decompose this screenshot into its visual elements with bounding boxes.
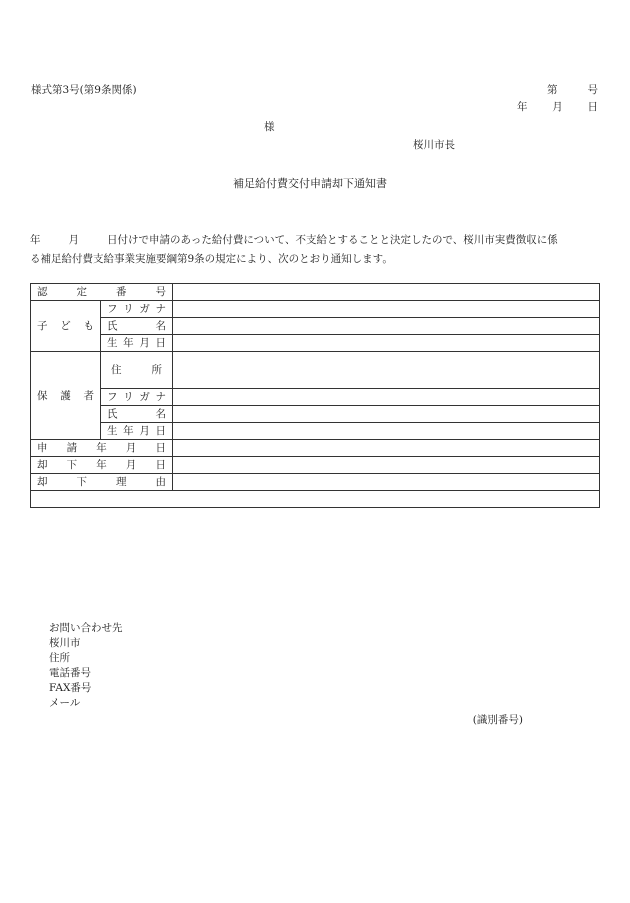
issue-date bbox=[517, 99, 598, 114]
value-guardian-address[interactable] bbox=[173, 352, 600, 389]
row-certification-number bbox=[31, 284, 600, 301]
value-child-furigana[interactable] bbox=[173, 301, 600, 318]
value-rejection-date[interactable] bbox=[173, 457, 600, 474]
notification-form-table bbox=[30, 283, 600, 726]
label-child-birthdate: 生 年 月 日 bbox=[101, 335, 173, 352]
row-child-birthdate bbox=[31, 335, 600, 352]
label-guardian-furigana: フ リ ガ ナ bbox=[101, 389, 173, 406]
document-number-suffix: 号 bbox=[587, 84, 598, 96]
notice-body-line2: る補足給付費支給事業実施要綱第9条の規定により、次のとおり通知します。 bbox=[30, 253, 393, 265]
label-guardian-address: 住 所 bbox=[101, 352, 173, 389]
issuer-name: 桜川市長 bbox=[413, 139, 455, 151]
value-rejection-reason[interactable] bbox=[173, 474, 600, 491]
addressee-suffix: 様 bbox=[264, 121, 275, 133]
value-guardian-furigana[interactable] bbox=[173, 389, 600, 406]
contact-email: メール bbox=[49, 697, 81, 709]
row-rejection-date bbox=[31, 457, 600, 474]
value-child-birthdate[interactable] bbox=[173, 335, 600, 352]
document-number bbox=[547, 82, 598, 97]
contact-heading: お問い合わせ先 bbox=[49, 622, 123, 634]
value-guardian-name[interactable] bbox=[173, 406, 600, 423]
identification-number: (識別番号) bbox=[472, 714, 523, 726]
row-memo bbox=[31, 491, 600, 508]
row-guardian-birthdate bbox=[31, 423, 600, 440]
label-application-date: 申 請 年 月 日 bbox=[31, 440, 173, 457]
label-certification-number: 認 定 番 号 bbox=[31, 284, 173, 301]
value-child-name[interactable] bbox=[173, 318, 600, 335]
row-guardian-name bbox=[31, 406, 600, 423]
row-application-date bbox=[31, 440, 600, 457]
contact-address: 住所 bbox=[49, 652, 70, 664]
issue-date-year: 年 bbox=[517, 101, 528, 113]
issue-date-month: 月 bbox=[552, 101, 563, 113]
value-certification-number[interactable] bbox=[173, 284, 600, 301]
row-guardian-furigana bbox=[31, 389, 600, 406]
label-child-name: 氏 名 bbox=[101, 318, 173, 335]
label-guardian-name: 氏 名 bbox=[101, 406, 173, 423]
label-guardian: 保 護 者 bbox=[31, 352, 101, 440]
contact-fax: FAX番号 bbox=[49, 682, 92, 694]
notice-body-line1: 年 月 日付けで申請のあった給付費について、不支給とすることと決定したので、桜川市実費徴収に係 bbox=[30, 234, 558, 246]
row-rejection-reason bbox=[31, 474, 600, 491]
form-number: 様式第3号(第9条関係) bbox=[31, 84, 137, 96]
contact-city: 桜川市 bbox=[49, 637, 81, 649]
label-rejection-reason: 却 下 理 由 bbox=[31, 474, 173, 491]
label-guardian-birthdate: 生 年 月 日 bbox=[101, 423, 173, 440]
value-guardian-birthdate[interactable] bbox=[173, 423, 600, 440]
contact-block bbox=[49, 621, 123, 711]
row-child-name bbox=[31, 318, 600, 335]
row-guardian-address bbox=[31, 352, 600, 389]
document-number-prefix: 第 bbox=[547, 84, 558, 96]
label-child: 子 ど も bbox=[31, 301, 101, 352]
row-child-furigana bbox=[31, 301, 600, 318]
issue-date-day: 日 bbox=[587, 101, 598, 113]
label-rejection-date: 却 下 年 月 日 bbox=[31, 457, 173, 474]
value-application-date[interactable] bbox=[173, 440, 600, 457]
label-child-furigana: フ リ ガ ナ bbox=[101, 301, 173, 318]
contact-phone: 電話番号 bbox=[49, 667, 91, 679]
document-title: 補足給付費交付申請却下通知書 bbox=[233, 177, 387, 190]
memo-area bbox=[31, 491, 600, 726]
